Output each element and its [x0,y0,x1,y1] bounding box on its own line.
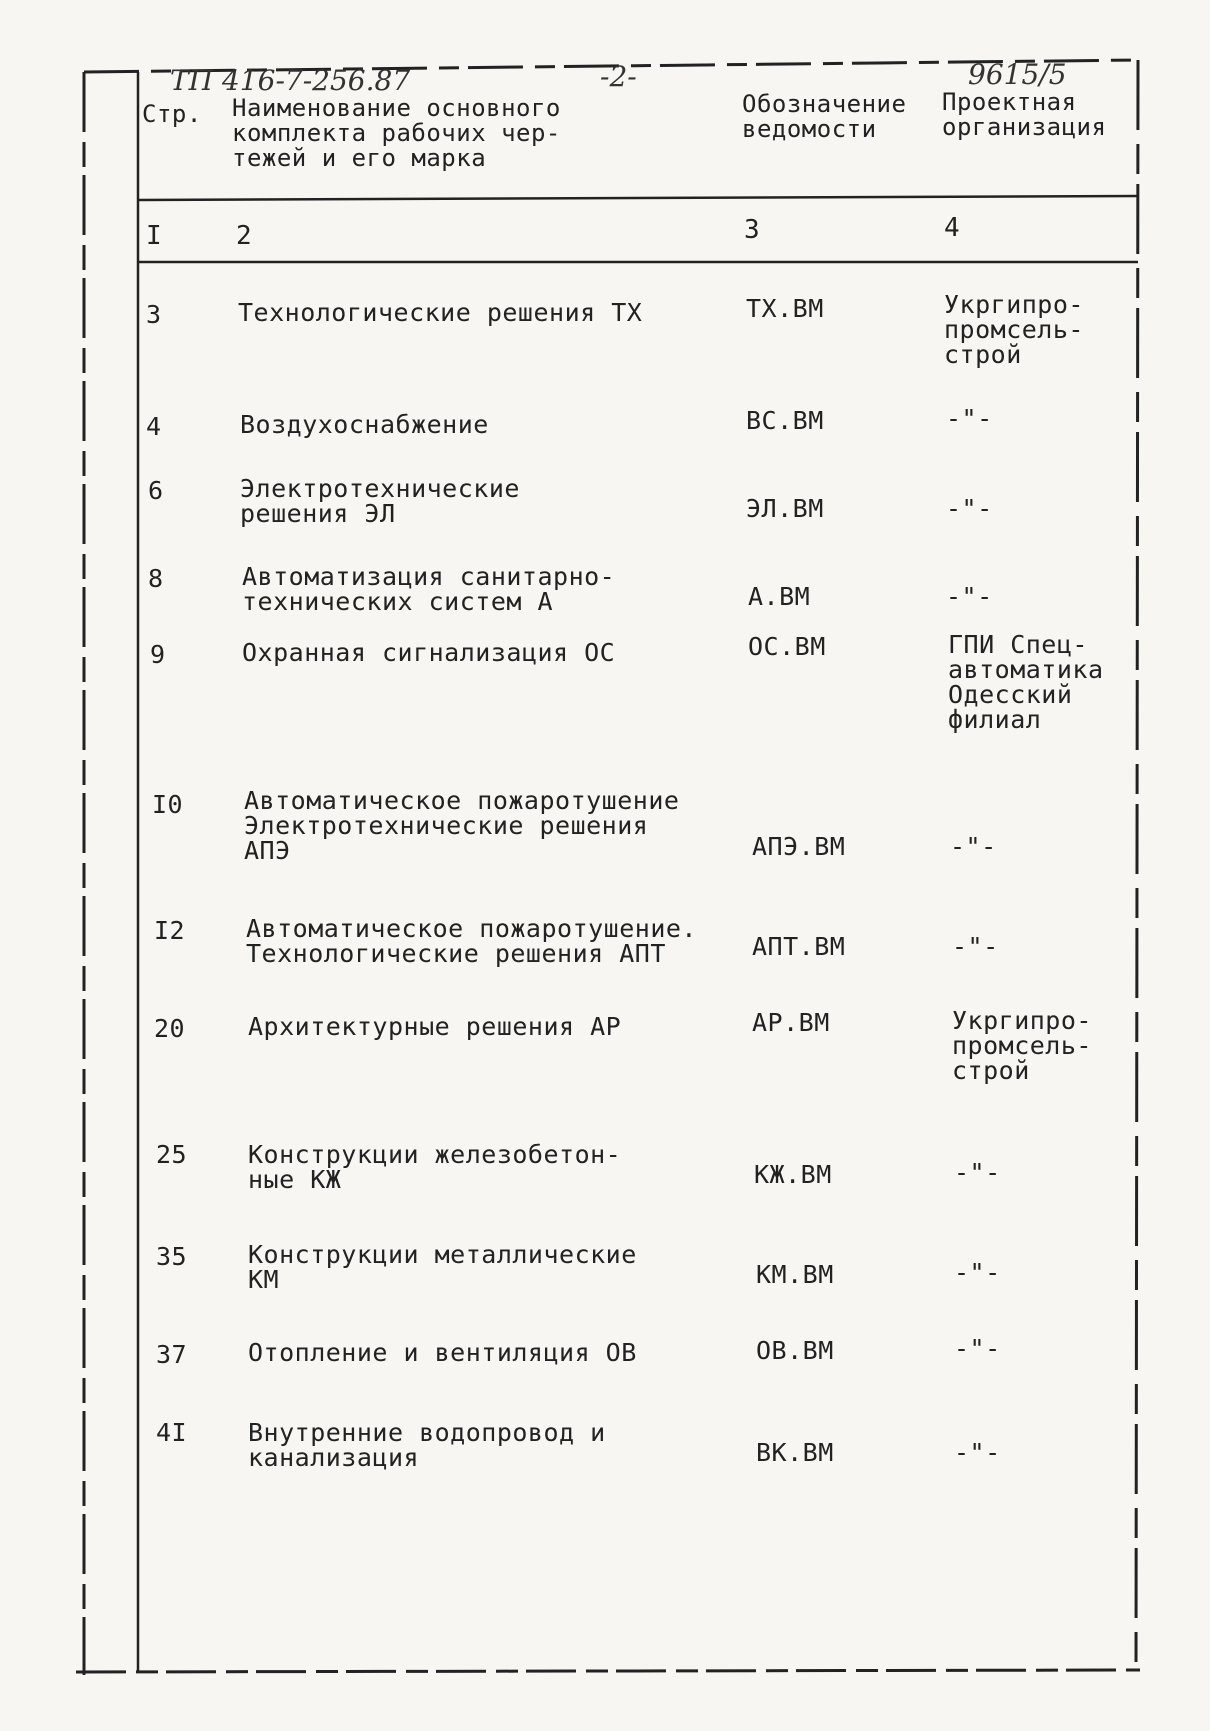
header-designation: Обозначение ведомости [742,90,907,143]
row-designation: А.ВМ [748,582,811,611]
row-name: Архитектурные решения АР [248,1012,622,1041]
row-name: Конструкции железобетон- ные КЖ [248,1140,622,1194]
document-code: ТП 416-7-256.87 [170,64,411,97]
row-organization: -"- [954,1258,1001,1287]
column-number-3: 3 [744,215,761,245]
row-name: Технологические решения ТХ [238,298,643,327]
sheet-number: 9615/5 [968,58,1067,91]
row-organization: Укргипро- промсель- строй [952,1006,1092,1085]
row-name: Автоматизация санитарно- технических систем А [242,562,616,616]
row-organization: -"- [952,932,999,961]
row-page: 37 [156,1340,188,1369]
row-page: I0 [152,790,184,819]
row-page: 4 [146,412,162,441]
row-organization: -"- [950,832,997,861]
row-designation: АР.ВМ [752,1008,830,1037]
header-organization: Проектная организация [942,88,1107,141]
header-page: Стр. [142,100,202,128]
row-organization: ГПИ Спец- автоматика Одесский филиал [948,630,1104,734]
row-name: Автоматическое пожаротушение. Технологические решения АПТ [246,914,697,968]
column-number-4: 4 [944,213,961,243]
row-designation: ВК.ВМ [756,1438,834,1467]
row-page: 35 [156,1242,188,1271]
row-organization: -"- [946,494,993,523]
row-organization: -"- [946,582,993,611]
row-designation: ТХ.ВМ [746,294,824,323]
row-organization: -"- [954,1438,1001,1467]
row-organization: Укргипро- промсель- строй [944,290,1084,369]
row-designation: КМ.ВМ [756,1260,834,1289]
page-marker: -2- [600,60,637,93]
row-name: Конструкции металлические КМ [248,1240,637,1294]
row-page: I2 [154,916,186,945]
row-name: Внутренние водопровод и канализация [248,1418,606,1472]
row-designation: АПТ.ВМ [752,932,846,961]
row-name: Электротехнические решения ЭЛ [240,474,520,528]
row-designation: ОС.ВМ [748,632,826,661]
row-designation: ЭЛ.ВМ [746,494,824,523]
column-number-1: I [146,221,163,251]
row-designation: ВС.ВМ [746,406,824,435]
row-designation: ОВ.ВМ [756,1336,834,1365]
row-designation: КЖ.ВМ [754,1160,832,1189]
row-page: 4I [156,1418,188,1447]
row-organization: -"- [954,1158,1001,1187]
row-organization: -"- [954,1334,1001,1363]
row-page: 3 [146,300,162,329]
row-designation: АПЭ.ВМ [752,832,846,861]
row-page: 6 [148,476,164,505]
row-page: 8 [148,564,164,593]
row-name: Автоматическое пожаротушение Электротехнические решения АПЭ [244,786,680,865]
row-page: 20 [154,1014,186,1043]
row-name: Воздухоснабжение [240,410,489,439]
header-name: Наименование основного комплекта рабочих чер- тежей и его марка [232,94,561,172]
column-number-2: 2 [236,221,253,251]
row-name: Охранная сигнализация ОС [242,638,616,667]
row-name: Отопление и вентиляция ОВ [248,1338,637,1367]
row-page: 25 [156,1140,188,1169]
row-organization: -"- [946,404,993,433]
row-page: 9 [150,640,166,669]
